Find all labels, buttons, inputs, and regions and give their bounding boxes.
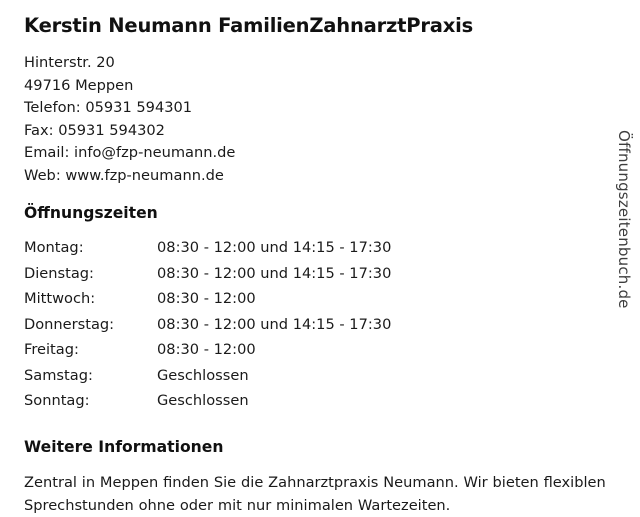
table-row (24, 337, 391, 363)
table-row (24, 363, 391, 389)
hours-time-value: 08:30 - 12:00 und 14:15 - 17:30 (157, 264, 392, 282)
hours-day-label: Donnerstag: (24, 315, 115, 333)
table-row (24, 312, 391, 338)
watermark-label: Öffnungszeitenbuch.de (615, 130, 633, 309)
hours-time-value: 08:30 - 12:00 (157, 290, 256, 308)
contact-block (24, 52, 616, 187)
hours-day-label: Montag: (24, 239, 84, 257)
contact-line-web: Web: www.fzp-neumann.de (24, 166, 224, 184)
table-row (24, 235, 391, 261)
table-row (24, 388, 391, 414)
contact-line-street: Hinterstr. 20 (24, 54, 115, 72)
hours-day-label: Dienstag: (24, 264, 94, 282)
table-row (24, 286, 391, 312)
hours-time-value: Geschlossen (157, 392, 249, 410)
opening-hours-table (24, 235, 391, 414)
hours-day-label: Mittwoch: (24, 290, 96, 308)
opening-hours-heading: Öffnungszeiten (24, 204, 158, 223)
hours-time-value: Geschlossen (157, 366, 249, 384)
hours-day-label: Sonntag: (24, 392, 90, 410)
hours-day-label: Freitag: (24, 341, 79, 359)
contact-line-email: Email: info@fzp-neumann.de (24, 144, 236, 162)
contact-line-phone: Telefon: 05931 594301 (24, 99, 193, 117)
more-information-text: Zentral in Meppen finden Sie die Zahnarztpraxis Neumann. Wir bieten flexiblen Sprechstunden ohne oder mit nur minimalen Wartezeiten. (24, 473, 606, 514)
more-information-heading: Weitere Informationen (24, 437, 224, 456)
watermark (614, 130, 638, 360)
hours-time-value: 08:30 - 12:00 (157, 341, 256, 359)
table-row (24, 261, 391, 287)
hours-time-value: 08:30 - 12:00 und 14:15 - 17:30 (157, 239, 392, 257)
page-title: Kerstin Neumann FamilienZahnarztPraxis (24, 14, 474, 37)
hours-time-value: 08:30 - 12:00 und 14:15 - 17:30 (157, 315, 392, 333)
contact-line-fax: Fax: 05931 594302 (24, 121, 165, 139)
contact-line-city: 49716 Meppen (24, 76, 134, 94)
hours-day-label: Samstag: (24, 366, 93, 384)
